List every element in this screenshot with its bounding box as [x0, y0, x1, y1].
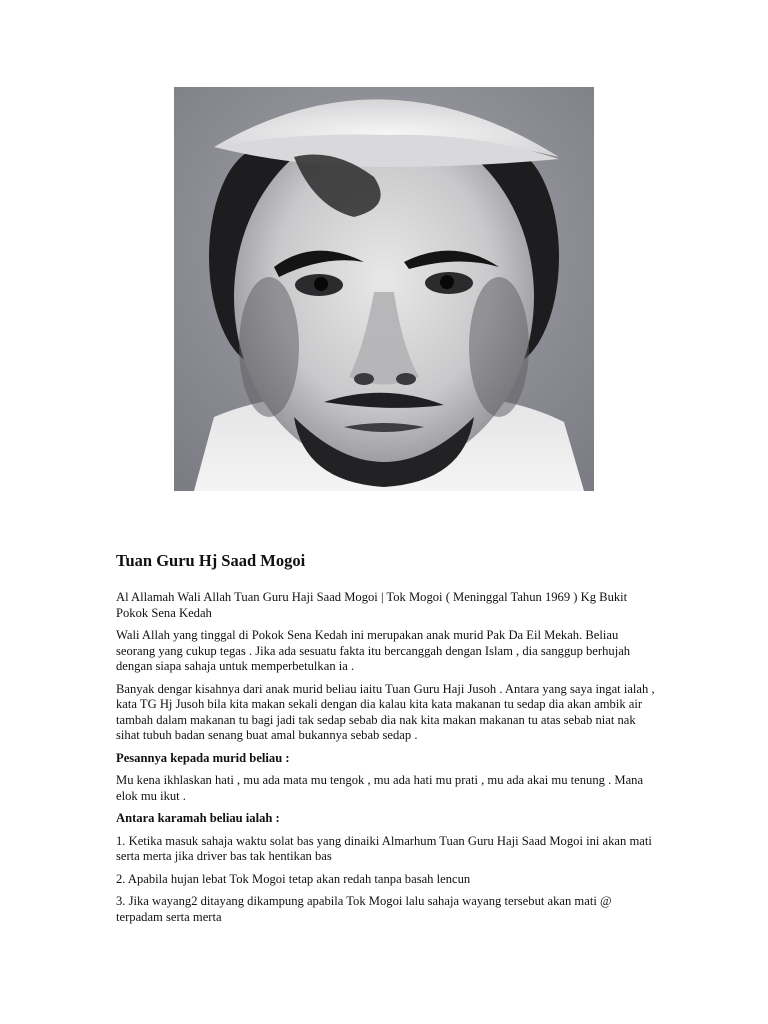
list-item: 1. Ketika masuk sahaja waktu solat bas yang dinaiki Almarhum Tuan Guru Haji Saad Mogoi ini akan mati serta merta jika driver bas tak hentikan bas	[116, 833, 652, 863]
article-body	[116, 551, 656, 932]
section-heading-karamah: Antara karamah beliau ialah :	[116, 811, 280, 825]
paragraph-2: Banyak dengar kisahnya dari anak murid beliau iaitu Tuan Guru Haji Jusoh . Antara yang saya ingat ialah , kata TG Hj Jusoh bila kita makan sekali dengan dia kalau kita kata makanan tu sedap dia akan ambik air tambah dalam makanan tu bagi jadi tak sedap sebab dia nak kita makan makanan tu atas sebab niat nak sihat tubuh badan senang buat amal bukannya sebab sedap .	[116, 681, 655, 742]
paragraph-1: Wali Allah yang tinggal di Pokok Sena Kedah ini merupakan anak murid Pak Da Eil Mekah. Beliau seorang yang cukup tegas . Jika ada sesuatu fakta itu bercanggah dengan Islam , dia sanggup berhujah dengan siapa sahaja untuk memperbetulkan ia .	[116, 628, 631, 673]
section-heading-pesan: Pesannya kepada murid beliau :	[116, 750, 290, 765]
list-item: 2. Apabila hujan lebat Tok Mogoi tetap akan redah tanpa basah lencun	[116, 871, 471, 886]
list-item: 3. Jika wayang2 ditayang dikampung apabila Tok Mogoi lalu sahaja wayang tersebut akan mati @ terpadam serta merta	[116, 894, 612, 924]
page-title: Tuan Guru Hj Saad Mogoi	[116, 551, 306, 570]
intro-paragraph: Al Allamah Wali Allah Tuan Guru Haji Saad Mogoi | Tok Mogoi ( Meninggal Tahun 1969 ) Kg Bukit Pokok Sena Kedah	[116, 590, 628, 620]
portrait-photo	[174, 87, 594, 491]
paragraph-3: Mu kena ikhlaskan hati , mu ada mata mu tengok , mu ada hati mu prati , mu ada akai mu tenung . Mana elok mu ikut .	[116, 773, 644, 803]
